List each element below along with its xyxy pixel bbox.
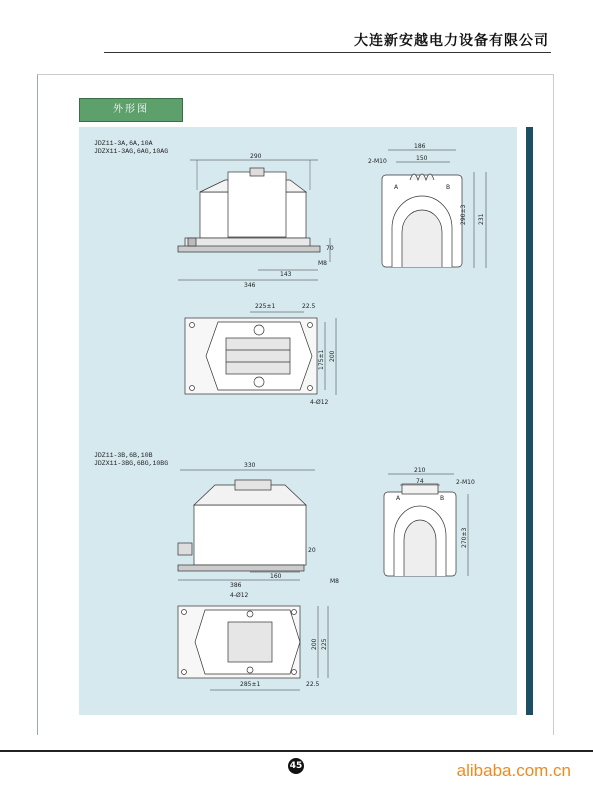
side-view-b xyxy=(384,474,468,576)
model-b-line2: JDZX11-3BG,6BG,10BG xyxy=(94,460,169,467)
dim-22-5-b: 22.5 xyxy=(306,681,320,688)
dim-330: 330 xyxy=(244,462,256,469)
terminal-b-b: B xyxy=(440,495,445,502)
model-a-line2: JDZX11-3AG,6AG,10AG xyxy=(94,148,169,155)
dim-175: 175±1 xyxy=(318,349,325,370)
dim-290: 290 xyxy=(250,153,262,160)
front-view-a xyxy=(178,160,330,280)
dim-160: 160 xyxy=(270,573,282,580)
dim-200-b: 200 xyxy=(311,638,318,650)
dim-186: 186 xyxy=(414,143,426,150)
plan-view-a xyxy=(185,312,336,395)
dim-74: 74 xyxy=(416,478,424,485)
dim-225-b: 225 xyxy=(321,638,328,650)
dim-386: 386 xyxy=(230,582,242,589)
section-tab: 外形图 xyxy=(79,98,183,122)
dim-150: 150 xyxy=(416,155,428,162)
dim-hole-b: 4-Ø12 xyxy=(230,592,249,599)
watermark: alibaba.com.cn xyxy=(456,761,571,780)
dim-210: 210 xyxy=(414,467,426,474)
side-view-a xyxy=(382,150,486,268)
company-name: 大连新安越电力设备有限公司 xyxy=(354,33,549,49)
dim-225: 225±1 xyxy=(255,303,276,310)
page-number: 45 xyxy=(288,758,304,774)
dim-2m10-b: 2-M10 xyxy=(456,479,475,486)
dim-2m10: 2-M10 xyxy=(368,158,387,165)
plan-view-b xyxy=(178,606,328,690)
terminal-a-b: A xyxy=(396,495,401,502)
dim-22-5: 22.5 xyxy=(302,303,316,310)
footer-rule xyxy=(0,750,593,752)
dim-143: 143 xyxy=(280,271,292,278)
dim-20: 20 xyxy=(308,547,316,554)
terminal-a: A xyxy=(394,184,399,191)
model-b-line1: JDZ11-3B,6B,10B xyxy=(94,452,153,459)
front-view-b xyxy=(178,470,315,580)
dim-70: 70 xyxy=(326,245,334,252)
dim-hole: 4-Ø12 xyxy=(310,399,329,406)
dim-231: 231 xyxy=(478,213,485,225)
dim-285: 285±1 xyxy=(240,681,261,688)
dim-m8: M8 xyxy=(318,260,327,267)
dim-m8-b: M8 xyxy=(330,578,339,585)
model-a-line1: JDZ11-3A,6A,10A xyxy=(94,140,153,147)
dim-290a: 290±3 xyxy=(460,204,467,225)
dim-270: 270±3 xyxy=(461,527,468,548)
dim-200: 200 xyxy=(329,350,336,362)
dim-346: 346 xyxy=(244,282,256,289)
terminal-b: B xyxy=(446,184,451,191)
